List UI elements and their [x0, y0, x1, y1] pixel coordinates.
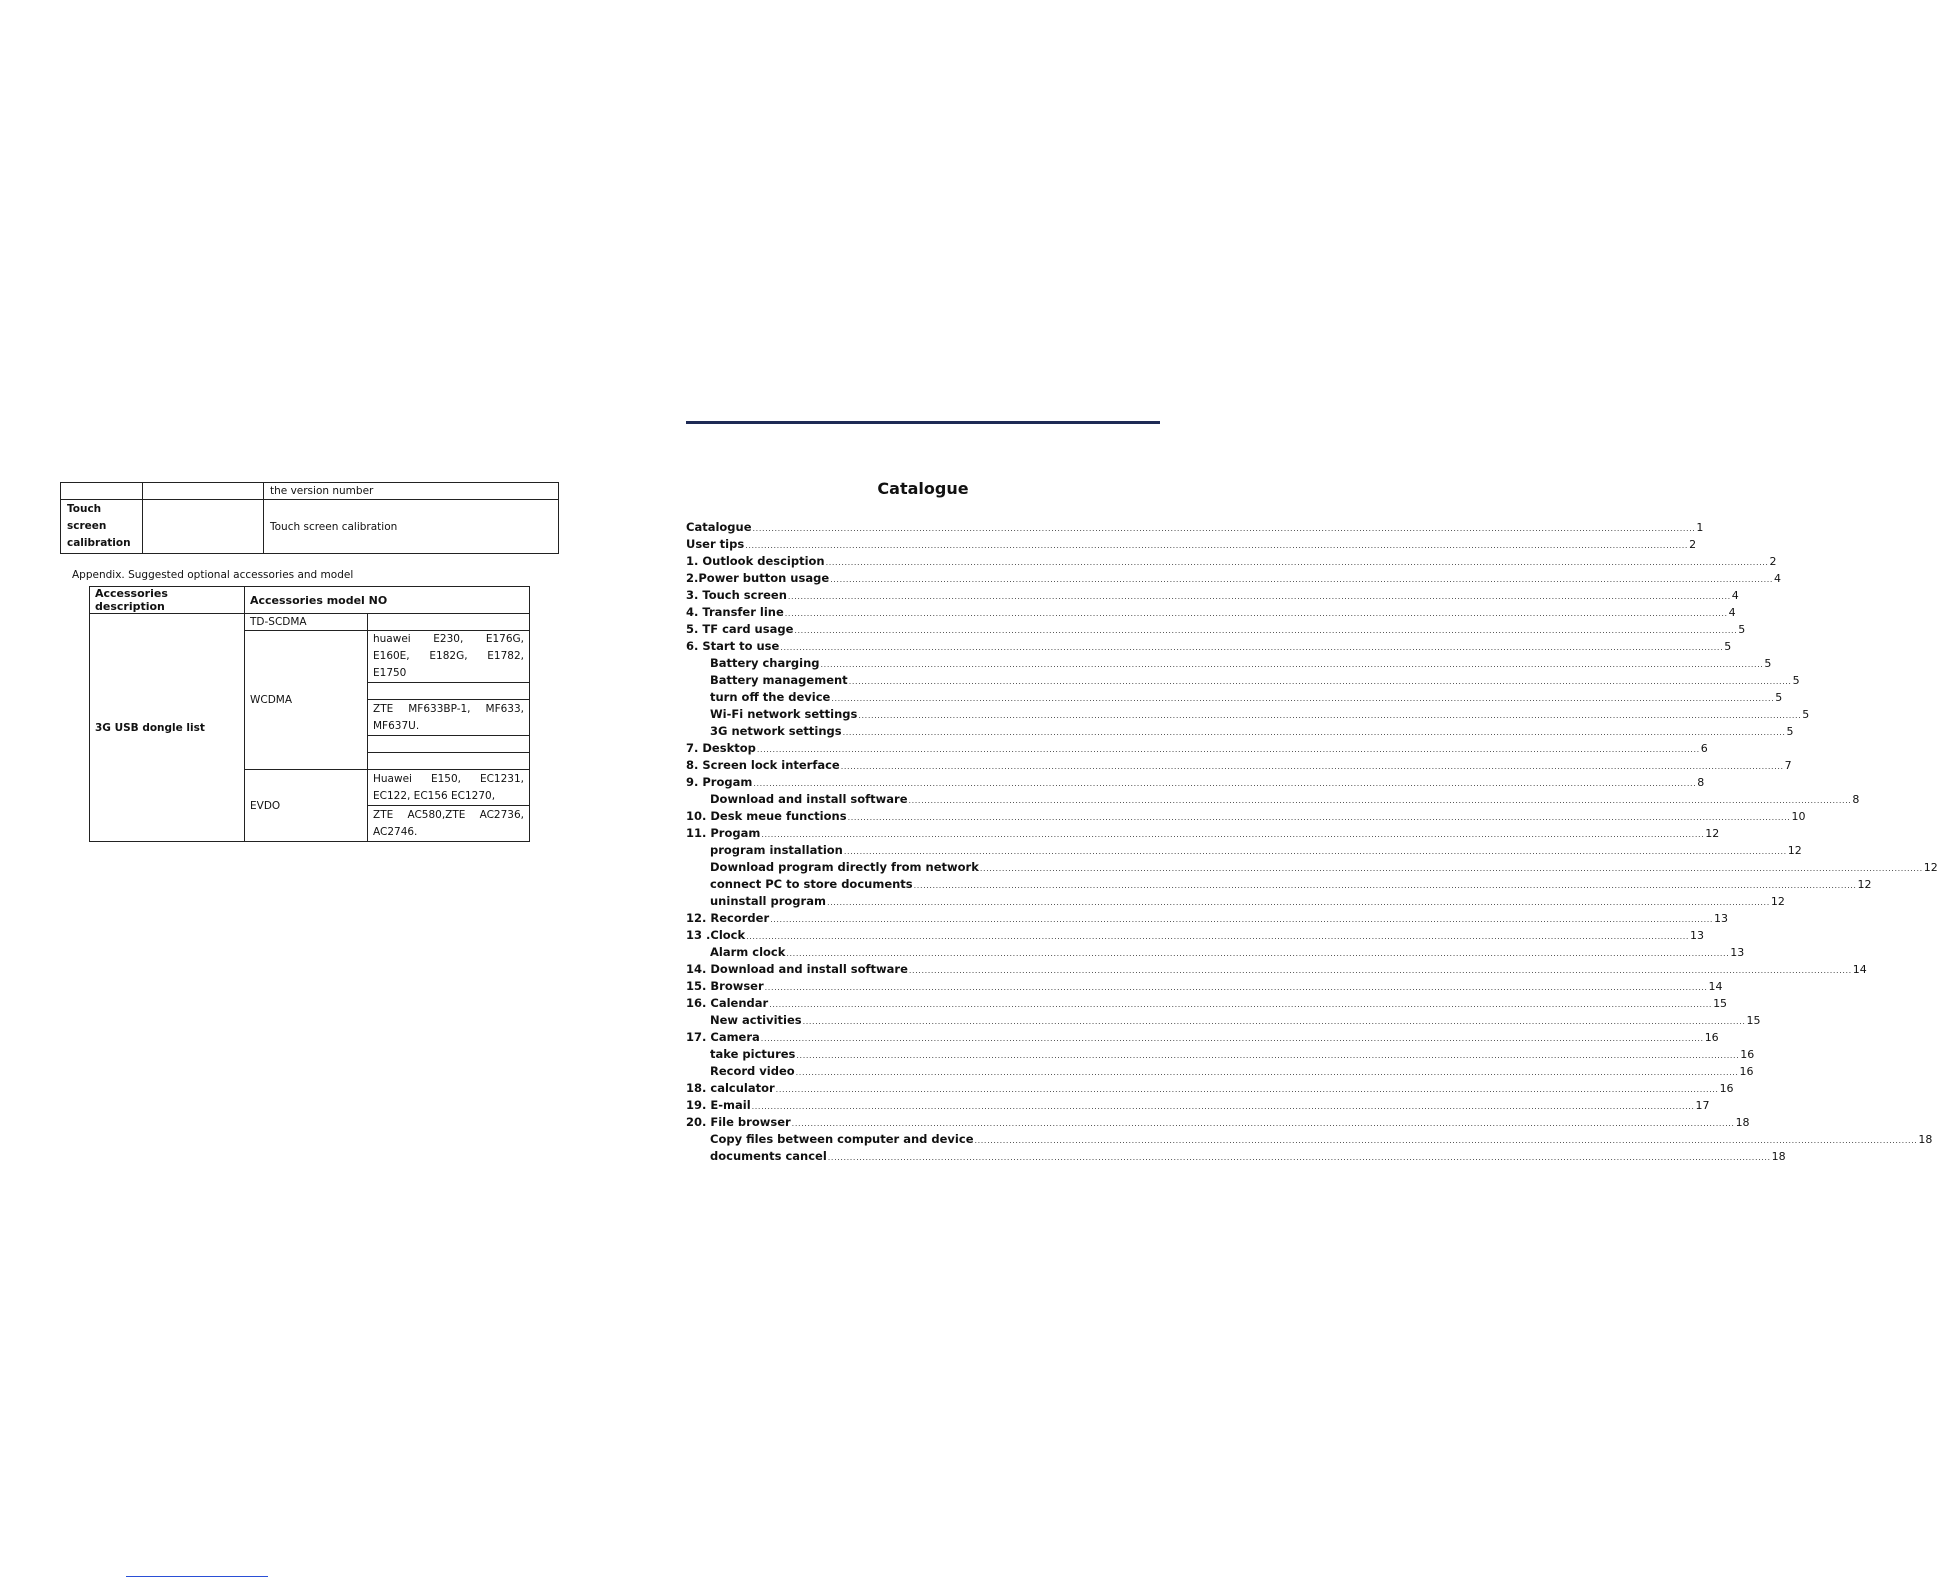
- model-cell: huawei E230, E176G, E160E, E182G, E1782, E1750: [368, 631, 530, 683]
- page-title: Catalogue: [877, 479, 969, 498]
- toc-entry-page: 14: [1852, 963, 1867, 976]
- toc-leader-dots: ............................................................................................................................................................................................................................................................................................................: [848, 677, 1792, 686]
- toc-leader-dots: ............................................................................................................................................................................................................................................................................................................: [847, 813, 1791, 822]
- toc-entry[interactable]: [686, 689, 1783, 706]
- toc-entry-title: 16. Calendar: [686, 996, 769, 1010]
- toc-entry[interactable]: [686, 604, 1736, 621]
- toc-entry[interactable]: [686, 621, 1746, 638]
- toc-entry[interactable]: [686, 740, 1708, 757]
- toc-entry-page: 13: [1730, 946, 1745, 959]
- toc-entry[interactable]: [686, 1131, 1933, 1148]
- toc-entry-page: 5: [1802, 708, 1810, 721]
- toc-entry-page: 10: [1791, 810, 1806, 823]
- toc-entry-page: 12: [1857, 878, 1872, 891]
- toc-leader-dots: ............................................................................................................................................................................................................................................................................................................: [784, 609, 1728, 618]
- toc-leader-dots: ............................................................................................................................................................................................................................................................................................................: [827, 1153, 1771, 1162]
- toc-entry-page: 16: [1704, 1031, 1719, 1044]
- toc-entry-title: 9. Progam: [686, 775, 753, 789]
- toc-entry-title: 6. Start to use: [686, 639, 780, 653]
- toc-entry-title: 3. Touch screen: [686, 588, 787, 602]
- toc-leader-dots: ............................................................................................................................................................................................................................................................................................................: [908, 966, 1852, 975]
- toc-leader-dots: ............................................................................................................................................................................................................................................................................................................: [761, 830, 1705, 839]
- toc-entry[interactable]: [686, 1012, 1761, 1029]
- toc-entry-title: turn off the device: [710, 690, 831, 704]
- toc-entry-title: 7. Desktop: [686, 741, 756, 755]
- toc-entry-title: 14. Download and install software: [686, 962, 908, 976]
- toc-leader-dots: ............................................................................................................................................................................................................................................................................................................: [756, 745, 1700, 754]
- toc-entry-title: Copy files between computer and device: [710, 1132, 974, 1146]
- toc-leader-dots: ............................................................................................................................................................................................................................................................................................................: [786, 949, 1730, 958]
- toc-leader-dots: ............................................................................................................................................................................................................................................................................................................: [751, 1102, 1695, 1111]
- toc-entry-page: 12: [1923, 861, 1938, 874]
- table-cell: Touch screen calibration: [264, 500, 559, 554]
- toc-entry[interactable]: [686, 876, 1872, 893]
- table-cell: the version number: [264, 483, 559, 500]
- toc-entry-page: 2: [1689, 538, 1697, 551]
- toc-entry-page: 2: [1769, 555, 1777, 568]
- toc-entry[interactable]: [686, 1148, 1786, 1165]
- toc-entry-page: 5: [1792, 674, 1800, 687]
- toc-entry[interactable]: [686, 570, 1782, 587]
- column-header: Accessories description: [90, 587, 245, 614]
- toc-entry-title: User tips: [686, 537, 745, 551]
- toc-entry[interactable]: [686, 825, 1720, 842]
- toc-entry[interactable]: [686, 927, 1705, 944]
- toc-entry-title: uninstall program: [710, 894, 826, 908]
- footer-line: [126, 1576, 268, 1577]
- toc-leader-dots: ............................................................................................................................................................................................................................................................................................................: [745, 541, 1689, 550]
- column-header: Accessories model NO: [245, 587, 530, 614]
- toc-entry[interactable]: [686, 1046, 1755, 1063]
- toc-entry[interactable]: [686, 655, 1772, 672]
- toc-entry[interactable]: [686, 1029, 1719, 1046]
- toc-entry-page: 5: [1738, 623, 1746, 636]
- toc-leader-dots: ............................................................................................................................................................................................................................................................................................................: [796, 1051, 1740, 1060]
- toc-entry-title: 12. Recorder: [686, 911, 770, 925]
- toc-entry-page: 5: [1724, 640, 1732, 653]
- toc-entry-page: 16: [1739, 1065, 1754, 1078]
- toc-entry-title: 4. Transfer line: [686, 605, 784, 619]
- toc-leader-dots: ............................................................................................................................................................................................................................................................................................................: [746, 932, 1690, 941]
- toc-entry-title: 19. E-mail: [686, 1098, 751, 1112]
- model-cell: Huawei E150, EC1231, EC122, EC156 EC1270,: [368, 770, 530, 806]
- toc-entry[interactable]: [686, 893, 1785, 910]
- toc-entry-title: 5. TF card usage: [686, 622, 794, 636]
- model-cell: [368, 753, 530, 770]
- toc-entry[interactable]: [686, 638, 1732, 655]
- toc-entry-title: 11. Progam: [686, 826, 761, 840]
- toc-leader-dots: ............................................................................................................................................................................................................................................................................................................: [775, 1085, 1719, 1094]
- table-cell: [143, 483, 264, 500]
- model-cell: ZTE AC580,ZTE AC2736, AC2746.: [368, 806, 530, 842]
- toc-leader-dots: ............................................................................................................................................................................................................................................................................................................: [858, 711, 1802, 720]
- toc-entry-title: 17. Camera: [686, 1030, 760, 1044]
- toc-entry[interactable]: [686, 961, 1867, 978]
- group-label: 3G USB dongle list: [90, 614, 245, 842]
- toc-entry-page: 5: [1764, 657, 1772, 670]
- toc-entry-page: 1: [1696, 521, 1704, 534]
- toc-leader-dots: ............................................................................................................................................................................................................................................................................................................: [795, 1068, 1739, 1077]
- toc-leader-dots: ............................................................................................................................................................................................................................................................................................................: [842, 728, 1786, 737]
- toc-entry-page: 17: [1695, 1099, 1710, 1112]
- toc-entry-page: 16: [1719, 1082, 1734, 1095]
- toc-entry-page: 15: [1713, 997, 1728, 1010]
- header-rule: [686, 421, 1160, 424]
- toc-entry-page: 13: [1714, 912, 1729, 925]
- toc-leader-dots: ............................................................................................................................................................................................................................................................................................................: [753, 779, 1697, 788]
- toc-leader-dots: ............................................................................................................................................................................................................................................................................................................: [794, 626, 1738, 635]
- model-cell: [368, 736, 530, 753]
- toc-leader-dots: ............................................................................................................................................................................................................................................................................................................: [831, 694, 1775, 703]
- table-row: [61, 483, 559, 500]
- toc-entry-title: 15. Browser: [686, 979, 764, 993]
- appendix-caption: Appendix. Suggested optional accessories and model: [72, 569, 354, 581]
- toc-entry[interactable]: [686, 978, 1723, 995]
- toc-entry[interactable]: [686, 1114, 1750, 1131]
- toc-leader-dots: ............................................................................................................................................................................................................................................................................................................: [974, 1136, 1918, 1145]
- toc-entry-page: 6: [1700, 742, 1708, 755]
- toc-entry[interactable]: [686, 842, 1802, 859]
- toc-leader-dots: ............................................................................................................................................................................................................................................................................................................: [825, 558, 1769, 567]
- toc-entry[interactable]: [686, 519, 1704, 536]
- toc-leader-dots: ............................................................................................................................................................................................................................................................................................................: [787, 592, 1731, 601]
- toc-leader-dots: ............................................................................................................................................................................................................................................................................................................: [830, 575, 1774, 584]
- toc-entry-page: 8: [1852, 793, 1860, 806]
- toc-entry-title: take pictures: [710, 1047, 796, 1061]
- toc-entry-title: 8. Screen lock interface: [686, 758, 840, 772]
- model-cell: ZTE MF633BP-1, MF633, MF637U.: [368, 700, 530, 736]
- toc-entry-page: 18: [1918, 1133, 1933, 1146]
- settings-table: [60, 482, 559, 554]
- toc-leader-dots: ............................................................................................................................................................................................................................................................................................................: [840, 762, 1784, 771]
- table-header-row: [90, 587, 530, 614]
- toc-entry[interactable]: [686, 587, 1739, 604]
- toc-entry-title: Download program directly from network: [710, 860, 979, 874]
- accessories-table: [89, 586, 530, 842]
- toc-entry-page: 4: [1774, 572, 1782, 585]
- toc-leader-dots: ............................................................................................................................................................................................................................................................................................................: [826, 898, 1770, 907]
- toc-entry[interactable]: [686, 910, 1729, 927]
- table-cell: [61, 483, 143, 500]
- toc-entry-page: 15: [1746, 1014, 1761, 1027]
- toc-entry-title: 18. calculator: [686, 1081, 775, 1095]
- toc-entry-page: 18: [1735, 1116, 1750, 1129]
- toc-leader-dots: ............................................................................................................................................................................................................................................................................................................: [913, 881, 1857, 890]
- toc-entry-page: 5: [1786, 725, 1794, 738]
- table-row: [90, 614, 530, 631]
- toc-entry[interactable]: [686, 1097, 1710, 1114]
- toc-entry[interactable]: [686, 706, 1810, 723]
- network-label: EVDO: [245, 770, 368, 842]
- toc-entry[interactable]: [686, 808, 1806, 825]
- toc-entry-title: 13 .Clock: [686, 928, 746, 942]
- toc-entry-title: 20. File browser: [686, 1115, 791, 1129]
- toc-entry-page: 18: [1771, 1150, 1786, 1163]
- toc-leader-dots: ............................................................................................................................................................................................................................................................................................................: [764, 983, 1708, 992]
- toc-entry-page: 4: [1728, 606, 1736, 619]
- toc-entry[interactable]: [686, 536, 1697, 553]
- toc-entry-title: Battery charging: [710, 656, 820, 670]
- toc-entry[interactable]: [686, 774, 1705, 791]
- toc-leader-dots: ............................................................................................................................................................................................................................................................................................................: [752, 524, 1696, 533]
- toc-entry[interactable]: [686, 1063, 1754, 1080]
- toc-leader-dots: ............................................................................................................................................................................................................................................................................................................: [780, 643, 1724, 652]
- toc-entry[interactable]: [686, 1080, 1734, 1097]
- toc-entry-page: 5: [1775, 691, 1783, 704]
- model-cell: [368, 683, 530, 700]
- toc-entry-page: 4: [1731, 589, 1739, 602]
- toc-entry-page: 7: [1784, 759, 1792, 772]
- toc-entry-title: Download and install software: [710, 792, 908, 806]
- toc-entry-title: Catalogue: [686, 520, 752, 534]
- toc-entry-title: documents cancel: [710, 1149, 827, 1163]
- toc-leader-dots: ............................................................................................................................................................................................................................................................................................................: [843, 847, 1787, 856]
- toc-entry-title: 2.Power button usage: [686, 571, 830, 585]
- toc-entry[interactable]: [686, 859, 1938, 876]
- toc-entry-page: 12: [1787, 844, 1802, 857]
- toc-leader-dots: ............................................................................................................................................................................................................................................................................................................: [979, 864, 1923, 873]
- toc-entry-title: connect PC to store documents: [710, 877, 913, 891]
- model-cell: [368, 614, 530, 631]
- toc-entry-title: Record video: [710, 1064, 795, 1078]
- toc-entry-title: Battery management: [710, 673, 848, 687]
- toc-entry-page: 12: [1705, 827, 1720, 840]
- toc-entry-page: 8: [1697, 776, 1705, 789]
- toc-entry-page: 14: [1708, 980, 1723, 993]
- toc-entry[interactable]: [686, 553, 1777, 570]
- toc-leader-dots: ............................................................................................................................................................................................................................................................................................................: [908, 796, 1852, 805]
- toc-leader-dots: ............................................................................................................................................................................................................................................................................................................: [770, 915, 1714, 924]
- toc-entry[interactable]: [686, 757, 1792, 774]
- toc-entry[interactable]: [686, 944, 1745, 961]
- toc-entry-title: program installation: [710, 843, 843, 857]
- toc-entry-title: 1. Outlook desciption: [686, 554, 825, 568]
- toc-leader-dots: ............................................................................................................................................................................................................................................................................................................: [802, 1017, 1746, 1026]
- toc-entry[interactable]: [686, 995, 1728, 1012]
- table-cell: [143, 500, 264, 554]
- toc-entry-title: 10. Desk meue functions: [686, 809, 847, 823]
- toc-entry-page: 12: [1770, 895, 1785, 908]
- toc-entry-page: 13: [1690, 929, 1705, 942]
- toc-entry-title: New activities: [710, 1013, 802, 1027]
- toc-entry[interactable]: [686, 672, 1800, 689]
- toc-entry-page: 16: [1740, 1048, 1755, 1061]
- network-label: WCDMA: [245, 631, 368, 770]
- network-label: TD-SCDMA: [245, 614, 368, 631]
- toc-leader-dots: ............................................................................................................................................................................................................................................................................................................: [760, 1034, 1704, 1043]
- toc-leader-dots: ............................................................................................................................................................................................................................................................................................................: [791, 1119, 1735, 1128]
- toc-entry[interactable]: [686, 723, 1794, 740]
- table-row: [61, 500, 559, 554]
- table-cell: Touch screen calibration: [61, 500, 143, 554]
- toc-leader-dots: ............................................................................................................................................................................................................................................................................................................: [820, 660, 1764, 669]
- toc-entry-title: 3G network settings: [710, 724, 842, 738]
- toc-entry-title: Alarm clock: [710, 945, 786, 959]
- toc-leader-dots: ............................................................................................................................................................................................................................................................................................................: [769, 1000, 1713, 1009]
- toc-entry-title: Wi-Fi network settings: [710, 707, 858, 721]
- toc-entry[interactable]: [686, 791, 1860, 808]
